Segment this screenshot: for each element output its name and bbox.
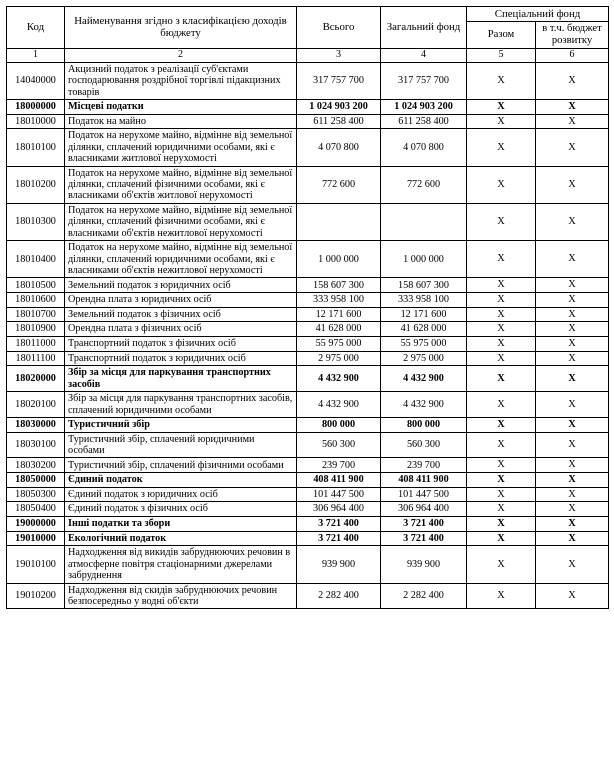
row-special-together: X bbox=[467, 487, 536, 502]
row-total: 101 447 500 bbox=[297, 487, 381, 502]
row-general-fund: 12 171 600 bbox=[381, 307, 467, 322]
row-code: 18030100 bbox=[7, 432, 65, 458]
row-name: Податок на нерухоме майно, відмінне від земельної ділянки, сплачений фізичними особами, які є власниками об'єктів нежитлової нерухомості bbox=[65, 203, 297, 240]
row-total: 3 721 400 bbox=[297, 531, 381, 546]
row-special-development: X bbox=[536, 241, 609, 278]
row-code: 18010000 bbox=[7, 114, 65, 129]
row-name: Єдиний податок з юридичних осіб bbox=[65, 487, 297, 502]
row-name: Податок на нерухоме майно, відмінне від земельної ділянки, сплачений юридичними особами, які є власниками житлової нерухомості bbox=[65, 129, 297, 166]
row-code: 18010500 bbox=[7, 278, 65, 293]
row-special-together: X bbox=[467, 293, 536, 308]
row-name: Транспортний податок з фізичних осіб bbox=[65, 336, 297, 351]
row-general-fund: 772 600 bbox=[381, 166, 467, 203]
budget-revenue-table bbox=[6, 6, 609, 609]
row-special-development: X bbox=[536, 336, 609, 351]
row-special-development: X bbox=[536, 417, 609, 432]
row-code: 18010700 bbox=[7, 307, 65, 322]
row-name: Місцеві податки bbox=[65, 100, 297, 115]
column-number-2: 2 bbox=[65, 48, 297, 62]
row-special-together: X bbox=[467, 129, 536, 166]
row-special-development: X bbox=[536, 392, 609, 418]
row-general-fund: 560 300 bbox=[381, 432, 467, 458]
row-code: 18010200 bbox=[7, 166, 65, 203]
row-special-together: X bbox=[467, 114, 536, 129]
row-special-together: X bbox=[467, 307, 536, 322]
row-general-fund: 239 700 bbox=[381, 458, 467, 473]
row-special-development: X bbox=[536, 516, 609, 531]
table-row bbox=[7, 322, 609, 337]
row-special-development: X bbox=[536, 473, 609, 488]
table-row bbox=[7, 417, 609, 432]
row-special-together: X bbox=[467, 516, 536, 531]
row-special-development: X bbox=[536, 502, 609, 517]
row-name: Земельний податок з юридичних осіб bbox=[65, 278, 297, 293]
column-number-3: 3 bbox=[297, 48, 381, 62]
row-total: 158 607 300 bbox=[297, 278, 381, 293]
row-name: Туристичний збір bbox=[65, 417, 297, 432]
header-total: Всього bbox=[297, 7, 381, 49]
row-special-together: X bbox=[467, 203, 536, 240]
table-row bbox=[7, 502, 609, 517]
row-special-development: X bbox=[536, 531, 609, 546]
row-code: 18020100 bbox=[7, 392, 65, 418]
row-special-together: X bbox=[467, 166, 536, 203]
header-name: Найменування згідно з класифікацією доходів бюджету bbox=[65, 7, 297, 49]
row-total: 1 024 903 200 bbox=[297, 100, 381, 115]
row-special-development: X bbox=[536, 583, 609, 609]
row-general-fund: 55 975 000 bbox=[381, 336, 467, 351]
row-special-together: X bbox=[467, 392, 536, 418]
row-general-fund: 4 432 900 bbox=[381, 392, 467, 418]
row-special-together: X bbox=[467, 432, 536, 458]
column-number-row bbox=[7, 48, 609, 62]
row-special-together: X bbox=[467, 100, 536, 115]
row-special-together: X bbox=[467, 351, 536, 366]
header-code: Код bbox=[7, 7, 65, 49]
row-code: 18050000 bbox=[7, 473, 65, 488]
table-row bbox=[7, 100, 609, 115]
row-name: Земельний податок з фізичних осіб bbox=[65, 307, 297, 322]
row-name: Єдиний податок bbox=[65, 473, 297, 488]
table-body bbox=[7, 62, 609, 609]
table-row bbox=[7, 114, 609, 129]
row-general-fund: 4 432 900 bbox=[381, 366, 467, 392]
row-general-fund bbox=[381, 203, 467, 240]
row-code: 18030000 bbox=[7, 417, 65, 432]
table-row bbox=[7, 62, 609, 99]
row-special-development: X bbox=[536, 278, 609, 293]
row-name: Податок на нерухоме майно, відмінне від земельної ділянки, сплачений юридичними особами, які є власниками об'єктів нежитлової нерухомості bbox=[65, 241, 297, 278]
table-row bbox=[7, 366, 609, 392]
row-general-fund: 1 024 903 200 bbox=[381, 100, 467, 115]
row-special-together: X bbox=[467, 241, 536, 278]
table-row bbox=[7, 516, 609, 531]
table-row bbox=[7, 351, 609, 366]
column-number-6: 6 bbox=[536, 48, 609, 62]
row-name: Орендна плата з фізичних осіб bbox=[65, 322, 297, 337]
row-special-development: X bbox=[536, 129, 609, 166]
row-total: 306 964 400 bbox=[297, 502, 381, 517]
table-row bbox=[7, 293, 609, 308]
row-special-development: X bbox=[536, 432, 609, 458]
row-special-together: X bbox=[467, 502, 536, 517]
row-special-together: X bbox=[467, 583, 536, 609]
row-general-fund: 611 258 400 bbox=[381, 114, 467, 129]
header-general-fund: Загальний фонд bbox=[381, 7, 467, 49]
row-special-together: X bbox=[467, 531, 536, 546]
row-special-development: X bbox=[536, 487, 609, 502]
row-total: 12 171 600 bbox=[297, 307, 381, 322]
row-special-development: X bbox=[536, 114, 609, 129]
row-special-development: X bbox=[536, 322, 609, 337]
row-total: 939 900 bbox=[297, 546, 381, 583]
row-code: 18050300 bbox=[7, 487, 65, 502]
row-total: 4 432 900 bbox=[297, 366, 381, 392]
table-row bbox=[7, 458, 609, 473]
row-code: 18010300 bbox=[7, 203, 65, 240]
row-general-fund: 306 964 400 bbox=[381, 502, 467, 517]
row-special-together: X bbox=[467, 417, 536, 432]
row-code: 18000000 bbox=[7, 100, 65, 115]
row-total: 317 757 700 bbox=[297, 62, 381, 99]
row-special-together: X bbox=[467, 546, 536, 583]
row-special-development: X bbox=[536, 166, 609, 203]
row-general-fund: 3 721 400 bbox=[381, 531, 467, 546]
row-special-development: X bbox=[536, 100, 609, 115]
row-code: 18010100 bbox=[7, 129, 65, 166]
row-code: 18010600 bbox=[7, 293, 65, 308]
row-special-together: X bbox=[467, 473, 536, 488]
row-total: 408 411 900 bbox=[297, 473, 381, 488]
row-general-fund: 317 757 700 bbox=[381, 62, 467, 99]
row-code: 18011100 bbox=[7, 351, 65, 366]
table-header bbox=[7, 7, 609, 63]
row-special-together: X bbox=[467, 336, 536, 351]
header-special-together: Разом bbox=[467, 22, 536, 49]
row-total: 55 975 000 bbox=[297, 336, 381, 351]
row-name: Екологічний податок bbox=[65, 531, 297, 546]
row-total: 772 600 bbox=[297, 166, 381, 203]
table-row bbox=[7, 546, 609, 583]
table-row bbox=[7, 432, 609, 458]
table-row bbox=[7, 392, 609, 418]
row-name: Збір за місця для паркування транспортних засобів, сплачений юридичними особами bbox=[65, 392, 297, 418]
row-code: 18030200 bbox=[7, 458, 65, 473]
row-special-development: X bbox=[536, 366, 609, 392]
row-general-fund: 408 411 900 bbox=[381, 473, 467, 488]
table-row bbox=[7, 336, 609, 351]
row-name: Акцизний податок з реалізації суб'єктами господарювання роздрібної торгівлі підакцизних товарів bbox=[65, 62, 297, 99]
row-code: 18020000 bbox=[7, 366, 65, 392]
row-special-together: X bbox=[467, 62, 536, 99]
row-total: 800 000 bbox=[297, 417, 381, 432]
row-general-fund: 800 000 bbox=[381, 417, 467, 432]
row-name: Туристичний збір, сплачений фізичними особами bbox=[65, 458, 297, 473]
row-special-together: X bbox=[467, 458, 536, 473]
row-general-fund: 1 000 000 bbox=[381, 241, 467, 278]
row-code: 18010400 bbox=[7, 241, 65, 278]
row-code: 14040000 bbox=[7, 62, 65, 99]
row-special-development: X bbox=[536, 62, 609, 99]
row-total: 3 721 400 bbox=[297, 516, 381, 531]
row-name: Надходження від скидів забруднюючих речовин безпосередньо у водні об'єкти bbox=[65, 583, 297, 609]
row-general-fund: 333 958 100 bbox=[381, 293, 467, 308]
row-code: 18011000 bbox=[7, 336, 65, 351]
row-name: Податок на майно bbox=[65, 114, 297, 129]
row-name: Транспортний податок з юридичних осіб bbox=[65, 351, 297, 366]
row-special-development: X bbox=[536, 458, 609, 473]
table-row bbox=[7, 129, 609, 166]
column-number-4: 4 bbox=[381, 48, 467, 62]
row-code: 19010000 bbox=[7, 531, 65, 546]
row-total: 611 258 400 bbox=[297, 114, 381, 129]
row-total: 560 300 bbox=[297, 432, 381, 458]
row-special-together: X bbox=[467, 322, 536, 337]
row-general-fund: 3 721 400 bbox=[381, 516, 467, 531]
row-special-development: X bbox=[536, 546, 609, 583]
row-general-fund: 158 607 300 bbox=[381, 278, 467, 293]
header-special-fund: Спеціальний фонд bbox=[467, 7, 609, 22]
table-row bbox=[7, 531, 609, 546]
table-row bbox=[7, 473, 609, 488]
row-total: 41 628 000 bbox=[297, 322, 381, 337]
row-code: 19010200 bbox=[7, 583, 65, 609]
row-name: Надходження від викидів забруднюючих речовин в атмосферне повітря стаціонарними джерелами забруднення bbox=[65, 546, 297, 583]
row-special-development: X bbox=[536, 351, 609, 366]
row-code: 19010100 bbox=[7, 546, 65, 583]
table-row bbox=[7, 487, 609, 502]
column-number-5: 5 bbox=[467, 48, 536, 62]
row-total: 2 975 000 bbox=[297, 351, 381, 366]
table-row bbox=[7, 278, 609, 293]
row-code: 18010900 bbox=[7, 322, 65, 337]
row-name: Податок на нерухоме майно, відмінне від земельної ділянки, сплачений фізичними особами, які є власниками об'єктів житлової нерухомості bbox=[65, 166, 297, 203]
row-general-fund: 101 447 500 bbox=[381, 487, 467, 502]
row-general-fund: 939 900 bbox=[381, 546, 467, 583]
row-code: 19000000 bbox=[7, 516, 65, 531]
row-total: 239 700 bbox=[297, 458, 381, 473]
row-special-together: X bbox=[467, 278, 536, 293]
row-total bbox=[297, 203, 381, 240]
row-name: Інші податки та збори bbox=[65, 516, 297, 531]
column-number-1: 1 bbox=[7, 48, 65, 62]
row-general-fund: 41 628 000 bbox=[381, 322, 467, 337]
row-special-development: X bbox=[536, 307, 609, 322]
row-name: Збір за місця для паркування транспортних засобів bbox=[65, 366, 297, 392]
row-total: 333 958 100 bbox=[297, 293, 381, 308]
row-total: 4 432 900 bbox=[297, 392, 381, 418]
row-total: 1 000 000 bbox=[297, 241, 381, 278]
table-row bbox=[7, 583, 609, 609]
row-special-development: X bbox=[536, 293, 609, 308]
row-name: Орендна плата з юридичних осіб bbox=[65, 293, 297, 308]
row-total: 2 282 400 bbox=[297, 583, 381, 609]
table-row bbox=[7, 241, 609, 278]
table-row bbox=[7, 203, 609, 240]
header-special-development-budget: в т.ч. бюджет розвитку bbox=[536, 22, 609, 49]
row-special-development: X bbox=[536, 203, 609, 240]
row-general-fund: 2 975 000 bbox=[381, 351, 467, 366]
row-name: Єдиний податок з фізичних осіб bbox=[65, 502, 297, 517]
row-general-fund: 2 282 400 bbox=[381, 583, 467, 609]
row-code: 18050400 bbox=[7, 502, 65, 517]
row-special-together: X bbox=[467, 366, 536, 392]
table-row bbox=[7, 166, 609, 203]
table-row bbox=[7, 307, 609, 322]
row-total: 4 070 800 bbox=[297, 129, 381, 166]
row-name: Туристичний збір, сплачений юридичними особами bbox=[65, 432, 297, 458]
row-general-fund: 4 070 800 bbox=[381, 129, 467, 166]
